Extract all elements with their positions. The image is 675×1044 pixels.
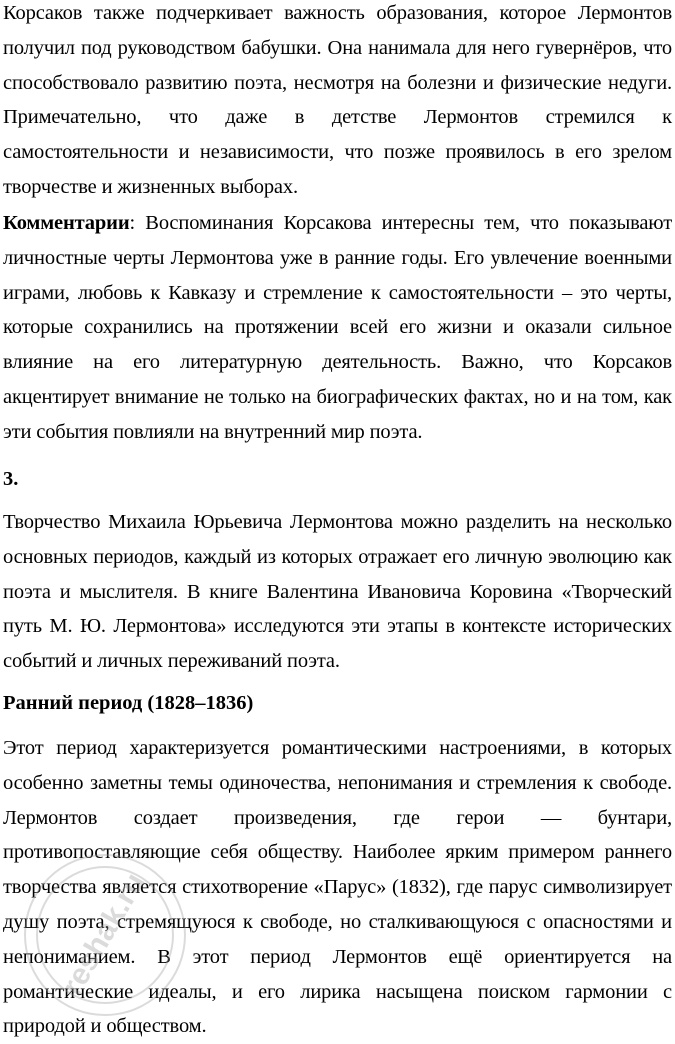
comments-text: : Воспоминания Корсакова интересны тем, что показывают личностные черты Лермонтова уже в ранние годы. Его увлечение военными играми, любовь к Кавказу и стремление к самостоятельности – это черты, которые сохранились на протяжении всей его жизни и оказали сильное влияние на его литературную деятельность. Важно, что Корсаков акцентирует внимание не только на биографических фактах, но и на том, как эти события повлияли на внутренний мир поэта. [3, 212, 672, 443]
paragraph-creative-periods-text: Творчество Михаила Юрьевича Лермонтова можно разделить на несколько основных периодов, каждый из которых отражает его личную эволюцию как поэта и мыслителя. В книге Валентина Ивановича Коровина «Творческий путь М. Ю. Лермонтова» исследуются эти этапы в контексте исторических событий и личных переживаний поэта. [3, 511, 672, 673]
paragraph-comments [3, 206, 672, 450]
paragraph-early-period [3, 731, 672, 1044]
paragraph-early-period-text: Этот период характеризуется романтическими настроениями, в которых особенно заметны темы одиночества, непонимания и стремления к свободе. Лермонтов создает произведения, где герои — бунтари, противопоставляющие себя обществу. Наиболее ярким примером раннего творчества является стихотворение «Парус» (1832), где парус символизирует душу поэта, стремящуюся к свободе, но сталкивающуюся с опасностями и непониманием. В этот период Лермонтов ещё ориентируется на романтические идеалы, и его лирика насыщена поиском гармонии с природой и обществом. [3, 737, 672, 1038]
paragraph-education-text: Корсаков также подчеркивает важность образования, которое Лермонтов получил под руководством бабушки. Она нанимала для него гувернёров, что способствовало развитию поэта, несмотря на болезни и физические недуги. Примечательно, что даже в детстве Лермонтов стремился к самостоятельности и независимости, что позже проявилось в его зрелом творчестве и жизненных выборах. [3, 2, 672, 198]
paragraph-education [3, 0, 672, 205]
section-number: 3. [3, 468, 19, 490]
early-period-heading: Ранний период (1828–1836) [3, 692, 254, 714]
paragraph-creative-periods [3, 505, 672, 679]
comments-label: Комментарии [3, 212, 130, 234]
watermark-text: reshak.ru [55, 867, 152, 1001]
